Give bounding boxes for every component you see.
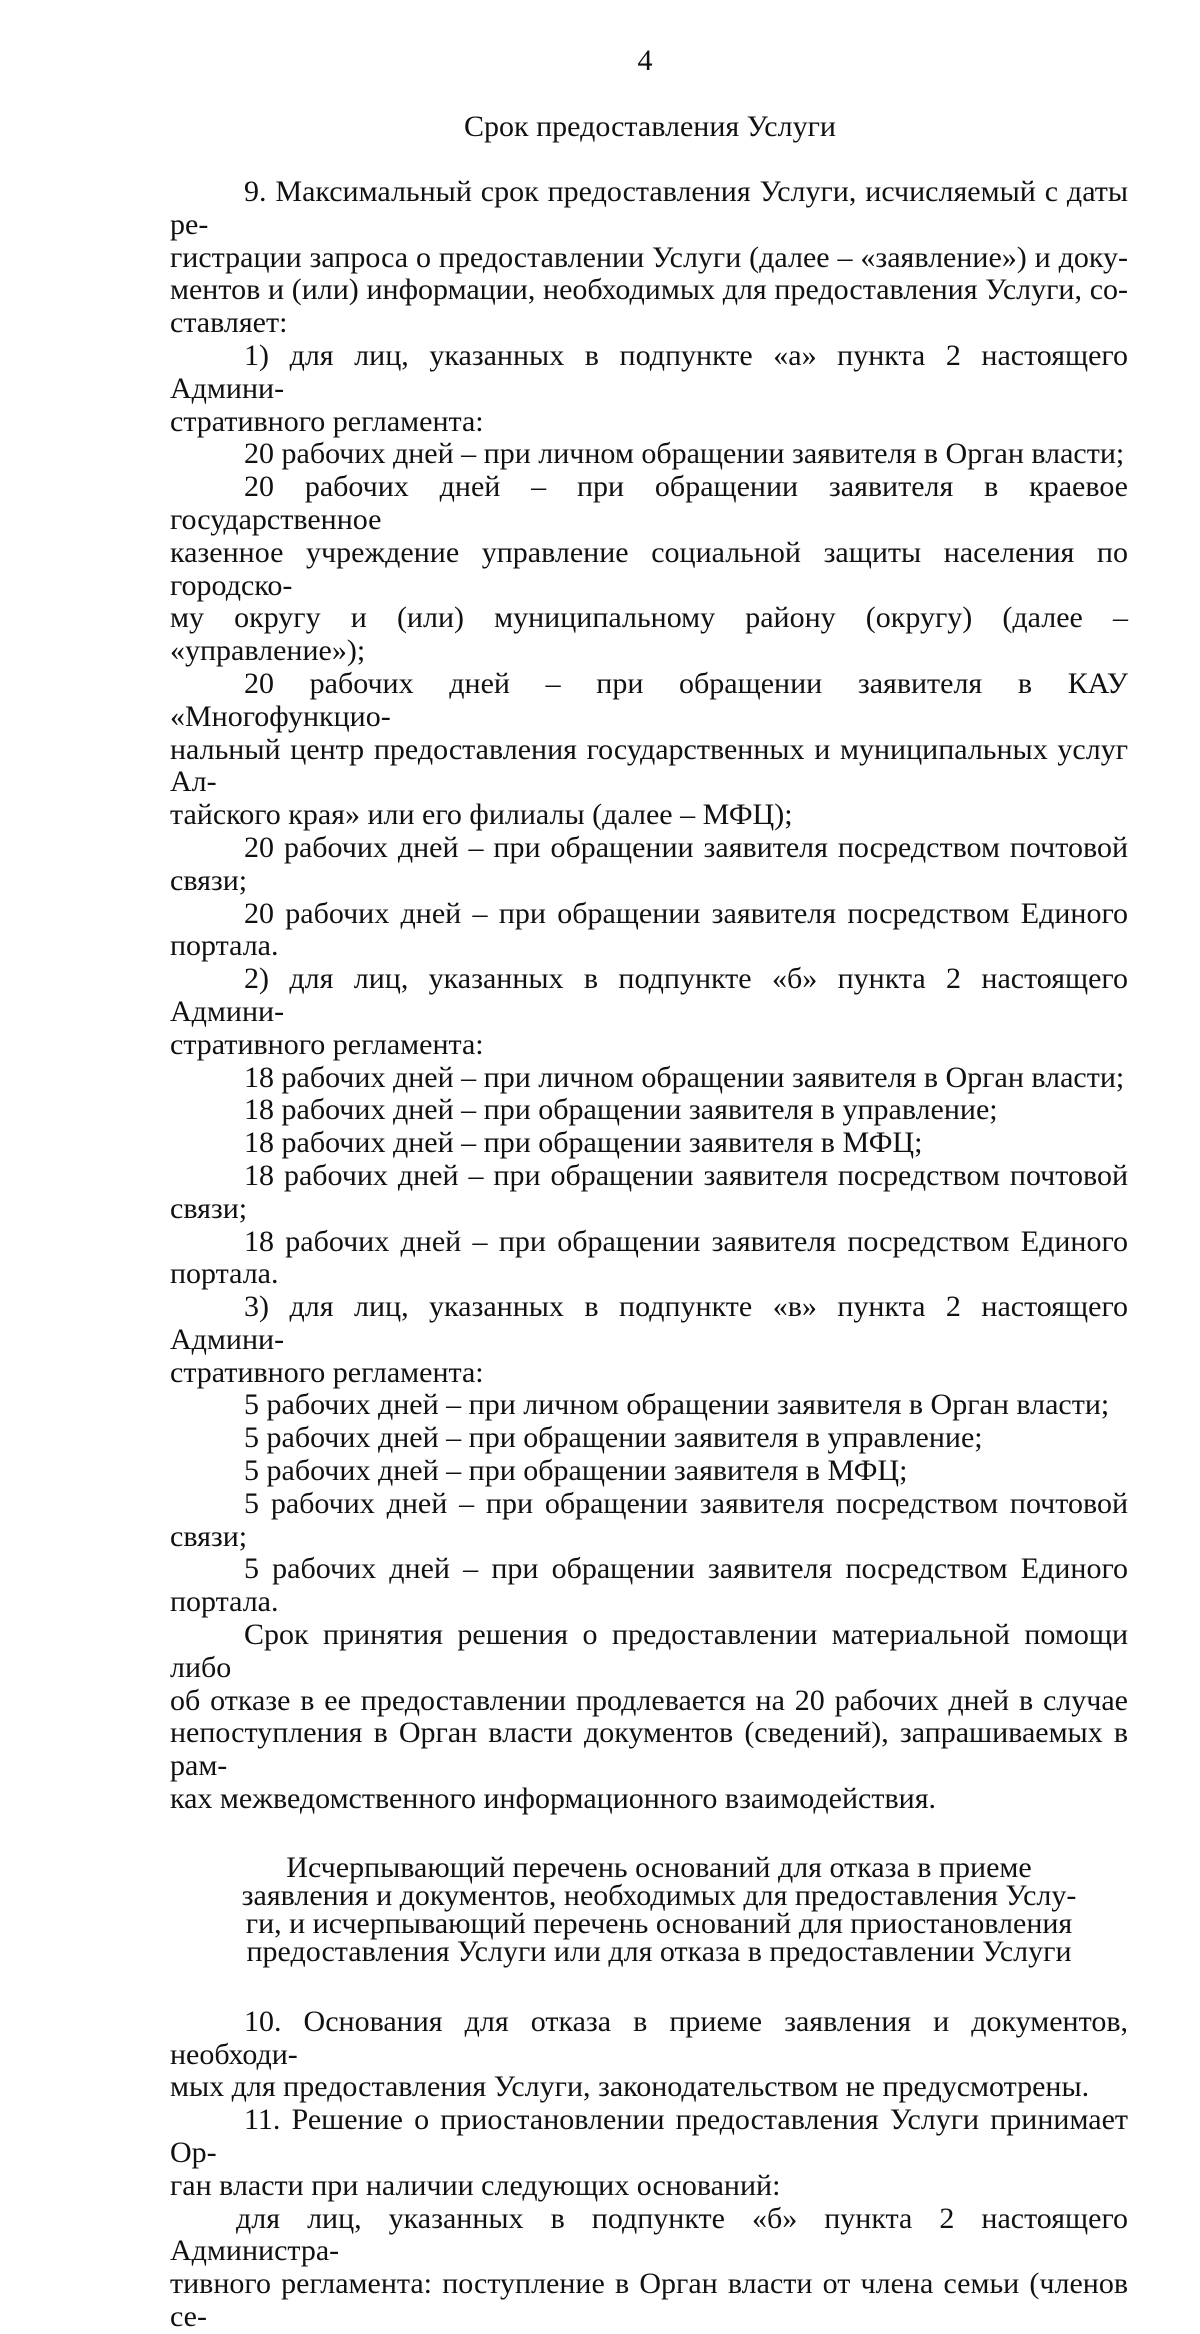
item11-line: ган власти при наличии следующих оснований: <box>170 2168 781 2202</box>
extension-line: Срок принятия решения о предоставлении материальной помощи либо <box>170 1618 1128 1684</box>
group1-term: 20 рабочих дней – при обращении заявителя в КАУ «Многофункцио- <box>170 666 1128 733</box>
group3-intro: 3) для лиц, указанных в подпункте «в» пункта 2 настоящего Админи- <box>170 1290 1128 1356</box>
group1-intro: 1) для лиц, указанных в подпункте «а» пункта 2 настоящего Админи- <box>170 338 1128 405</box>
item10-line: мых для предоставления Услуги, законодательством не предусмотрены. <box>170 2070 1090 2104</box>
item9-line: гистрации запроса о предоставлении Услуги (далее – «заявление») и доку- <box>170 240 1128 274</box>
group1-term: нальный центр предоставления государственных и муниципальных услуг Ал- <box>170 732 1128 799</box>
subsection-heading <box>170 1850 1128 1968</box>
group3-term: 5 рабочих дней – при обращении заявителя в управление; <box>244 1421 983 1455</box>
group3-term: 5 рабочих дней – при обращении заявителя посредством почтовой связи; <box>170 1486 1128 1553</box>
item10-line: 10. Основания для отказа в приеме заявления и документов, необходи- <box>170 2004 1128 2071</box>
item11-cont-line: для лиц, указанных в подпункте «б» пункта 2 настоящего Администра- <box>170 2201 1128 2268</box>
group1-term: 20 рабочих дней – при личном обращении заявителя в Орган власти; <box>244 437 1125 471</box>
item9-line: 9. Максимальный срок предоставления Услуги, исчисляемый с даты ре- <box>170 175 1128 241</box>
group2-intro: стративного регламента: <box>170 1027 484 1061</box>
item11-line: 11. Решение о приостановлении предоставления Услуги принимает Ор- <box>170 2103 1128 2170</box>
extension-line: ках межведомственного информационного взаимодействия. <box>170 1782 936 1816</box>
group2-term: 18 рабочих дней – при обращении заявителя посредством Единого портала. <box>170 1224 1128 1291</box>
item11-cont-line: тивного регламента: поступление в Орган власти от члена семьи (членов се- <box>170 2267 1128 2334</box>
subsection-heading-line: заявления и документов, необходимых для предоставления Услу- <box>241 1878 1077 1912</box>
group1-term: 20 рабочих дней – при обращении заявителя посредством почтовой связи; <box>170 830 1128 897</box>
group1-intro: стративного регламента: <box>170 404 484 438</box>
extension-line: об отказе в ее предоставлении продлевается на 20 рабочих дней в случае <box>170 1683 1128 1717</box>
group1-term: 20 рабочих дней – при обращении заявителя в краевое государственное <box>170 470 1128 536</box>
document-body <box>170 176 1128 2334</box>
group2-term: 18 рабочих дней – при личном обращении заявителя в Орган власти; <box>244 1060 1125 1094</box>
group1-term: 20 рабочих дней – при обращении заявителя посредством Единого портала. <box>170 896 1128 963</box>
group2-term: 18 рабочих дней – при обращении заявителя в МФЦ; <box>244 1126 923 1160</box>
group2-intro: 2) для лиц, указанных в подпункте «б» пункта 2 настоящего Админи- <box>170 962 1128 1028</box>
group3-term: 5 рабочих дней – при обращении заявителя в МФЦ; <box>244 1454 908 1488</box>
group3-term: 5 рабочих дней – при личном обращении заявителя в Орган власти; <box>244 1388 1110 1422</box>
group3-intro: стративного регламента: <box>170 1355 484 1389</box>
group1-term: му округу и (или) муниципальному району (округу) (далее – «управление»); <box>170 601 1128 668</box>
group1-term: тайского края» или его филиалы (далее – МФЦ); <box>170 798 793 832</box>
group2-term: 18 рабочих дней – при обращении заявителя посредством почтовой связи; <box>170 1158 1128 1225</box>
subsection-heading-line: Исчерпывающий перечень оснований для отказа в приеме <box>286 1850 1032 1884</box>
subsection-heading-line: ги, и исчерпывающий перечень оснований для приостановления <box>245 1906 1073 1940</box>
group2-term: 18 рабочих дней – при обращении заявителя в управление; <box>244 1093 998 1127</box>
page-number: 4 <box>637 44 653 77</box>
subsection-heading-line: предоставления Услуги или для отказа в предоставлении Услуги <box>246 1934 1072 1968</box>
group3-term: 5 рабочих дней – при обращении заявителя посредством Единого портала. <box>170 1552 1128 1619</box>
extension-line: непоступления в Орган власти документов (сведений), запрашиваемых в рам- <box>170 1716 1128 1783</box>
item9-line: ставляет: <box>170 306 288 340</box>
item9-line: ментов и (или) информации, необходимых для предоставления Услуги, со- <box>170 273 1128 307</box>
section-heading: Срок предоставления Услуги <box>464 110 836 143</box>
group1-term: казенное учреждение управление социальной защиты населения по городско- <box>170 535 1128 602</box>
